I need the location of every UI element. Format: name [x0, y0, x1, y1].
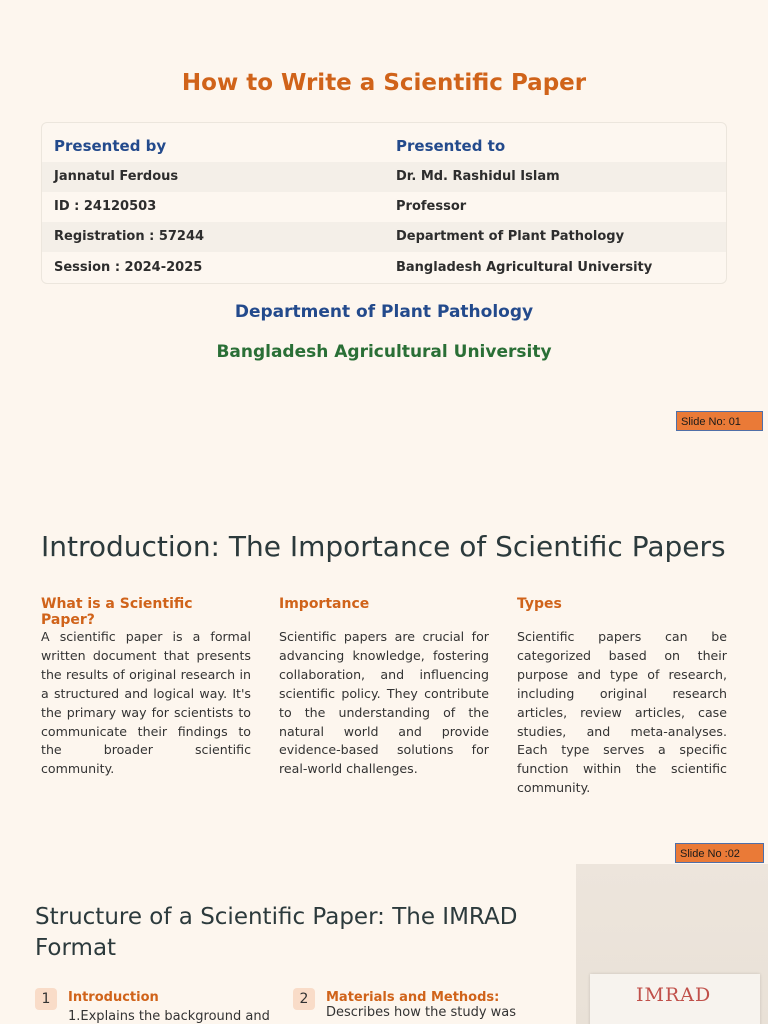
info-header-row: [42, 131, 726, 161]
title-slide: [0, 0, 768, 440]
supervisor-university: Bangladesh Agricultural University: [396, 260, 653, 275]
info-row: [42, 192, 726, 222]
info-row: [42, 222, 726, 252]
student-id: ID : 24120503: [54, 199, 157, 214]
presenter-name: Jannatul Ferdous: [54, 169, 179, 184]
university-name: Bangladesh Agricultural University: [216, 342, 552, 362]
presented-to-label: Presented to: [396, 137, 506, 155]
info-row: [42, 162, 726, 192]
slide-number-badge: Slide No :02: [675, 843, 764, 863]
supervisor-name: Dr. Md. Rashidul Islam: [396, 169, 560, 184]
supervisor-department: Department of Plant Pathology: [396, 229, 625, 244]
handwritten-imrad: IMRAD: [636, 984, 712, 1006]
column-heading: What is a Scientific Paper?: [41, 596, 193, 628]
supervisor-title: Professor: [396, 199, 467, 214]
step-number: 1: [35, 988, 57, 1010]
step-title: Introduction: [68, 990, 159, 1005]
column-body: A scientific paper is a formal written document that presents the results of original research in a structured and logical way. It's the primary way for scientists to communicate their findings to the broader scientific community.: [41, 629, 251, 777]
step-title: Materials and Methods:: [326, 990, 500, 1005]
registration-number: Registration : 57244: [54, 229, 205, 244]
step-number: 2: [293, 988, 315, 1010]
column-heading: Importance: [279, 596, 370, 612]
column-importance: [279, 596, 489, 779]
department-name: Department of Plant Pathology: [234, 302, 534, 322]
column-types: [517, 596, 727, 798]
slide-title: Introduction: The Importance of Scientific Papers: [41, 530, 726, 563]
imrad-photo: [576, 864, 768, 1024]
session: Session : 2024-2025: [54, 260, 203, 275]
presented-by-label: Presented by: [54, 137, 167, 155]
column-body: Scientific papers are crucial for advancing knowledge, fostering collaboration, and influencing scientific policy. They contribute to the understanding of the natural world and provide evidence-based solutions for real-world challenges.: [279, 629, 489, 777]
slide-title: Structure of a Scientific Paper: The IMRAD Format: [35, 904, 518, 961]
info-row: [42, 253, 726, 283]
column-heading: Types: [517, 596, 562, 612]
presentation-title: How to Write a Scientific Paper: [181, 70, 587, 96]
column-what-is: [41, 596, 251, 779]
step-text: 1.Explains the background and: [68, 1009, 270, 1024]
slide-number-badge: Slide No: 01: [676, 411, 763, 431]
column-body: Scientific papers can be categorized based on their purpose and type of research, including original research articles, review articles, case studies, and meta-analyses. Each type serves a specific function within the scientific community.: [517, 629, 727, 796]
presenter-info-table: [41, 122, 727, 284]
step-text: Describes how the study was: [326, 1005, 517, 1020]
